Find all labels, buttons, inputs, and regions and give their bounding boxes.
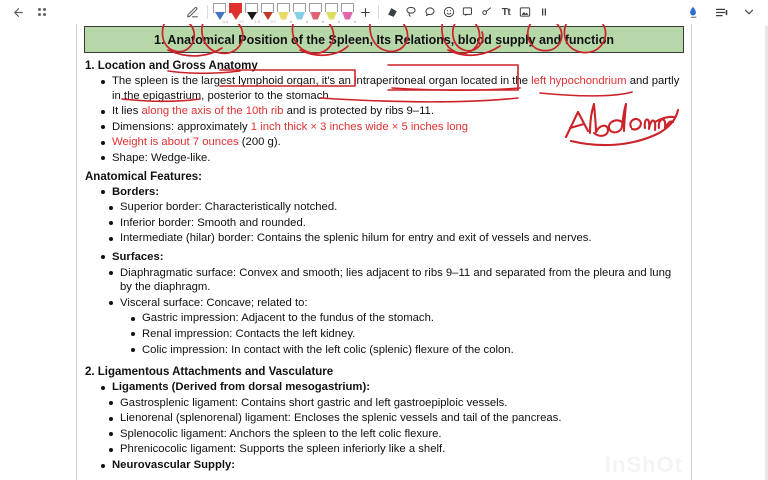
highlighter-yellow-size: 6 xyxy=(289,18,292,24)
list-item xyxy=(99,74,681,103)
list-item xyxy=(99,151,681,166)
ink-blue-icon[interactable] xyxy=(684,3,702,21)
ligaments-list xyxy=(107,396,681,457)
list-item: Renal impression: Contacts the left kidney. xyxy=(129,327,681,342)
bullet-text-part: Shape: Wedge-like. xyxy=(112,151,211,164)
title-banner xyxy=(84,26,684,53)
bullet-text-part: (200 g). xyxy=(238,136,281,149)
list-item: Diaphragmatic surface: Convex and smooth; lies adjacent to ribs 9–11 and separated from the pleura and lung by the diaphragm. xyxy=(107,266,681,295)
document-page[interactable] xyxy=(76,22,692,480)
image-icon[interactable] xyxy=(516,3,534,21)
top-toolbar xyxy=(0,0,768,24)
watermark xyxy=(605,452,683,478)
neurovascular-group xyxy=(99,458,681,473)
highlighter-lime-size: 6 xyxy=(337,18,340,24)
pen-dark-red-tool[interactable] xyxy=(260,2,275,23)
list-icon[interactable] xyxy=(712,3,730,21)
highlighter-magenta-size: 6 xyxy=(353,18,356,24)
text-icon-label: Tt xyxy=(501,6,511,18)
list-item: Lienorenal (splenorenal) ligament: Encloses the splenic vessels and tail of the pancreas. xyxy=(107,411,681,426)
list-item xyxy=(99,135,681,150)
toolbar-left-group xyxy=(0,2,52,22)
neurovascular-heading: Neurovascular Supply: xyxy=(99,458,681,473)
pencil-icon[interactable] xyxy=(183,3,201,21)
pen-blue-size: 0.4 xyxy=(222,18,228,24)
back-arrow-icon[interactable] xyxy=(8,2,28,22)
visceral-sub-list xyxy=(129,311,681,357)
pause-icon[interactable] xyxy=(535,3,553,21)
list-item: Superior border: Characteristically notched. xyxy=(107,200,681,215)
pen-red-tool[interactable] xyxy=(228,2,243,23)
toolbar-tools-group xyxy=(52,2,684,23)
toolbar-right-group xyxy=(684,3,768,21)
list-item: Splenocolic ligament: Anchors the spleen to the left colic flexure. xyxy=(107,427,681,442)
bullet-text-part-red: Weight is about 7 ounces xyxy=(112,136,239,149)
highlighter-lime-tool[interactable] xyxy=(321,2,340,24)
list-item: Phrenicocolic ligament: Supports the spleen inferiorly like a shelf. xyxy=(107,442,681,457)
bullet-text-part: Dimensions: approximately xyxy=(112,120,251,133)
section-heading-1: 1. Location and Gross Anatomy xyxy=(85,60,258,72)
grid-icon[interactable] xyxy=(32,2,52,22)
section-heading-2: 2. Ligamentous Attachments and Vasculature xyxy=(85,366,334,379)
location-bullet-list xyxy=(99,74,681,166)
list-item: Intermediate (hilar) border: Contains the splenic hilum for entry and exit of vessels and nerves. xyxy=(107,231,681,246)
bullet-text-part-red: along the axis of the 10th rib xyxy=(141,105,284,118)
list-item: Gastrosplenic ligament: Contains short gastric and left gastroepiploic vessels. xyxy=(107,396,681,411)
highlighter-yellow-tool[interactable] xyxy=(276,2,291,23)
add-pen-icon[interactable] xyxy=(356,3,374,21)
borders-heading: Borders: xyxy=(99,185,681,200)
document-body xyxy=(77,53,691,473)
note-icon[interactable] xyxy=(459,3,477,21)
eraser-icon[interactable] xyxy=(383,3,401,21)
highlighter-red-size: 6 xyxy=(321,18,324,24)
highlighter-cyan-tool[interactable] xyxy=(289,2,308,24)
bullet-text-part-red: 1 inch thick × 3 inches wide × 5 inches long xyxy=(250,120,469,133)
pen-red-size: 0.7 xyxy=(238,18,244,24)
page-title: 1. Anatomical Position of the Spleen, Its Relations, blood supply and function xyxy=(154,32,614,47)
toolbar-divider-2 xyxy=(378,5,379,19)
list-item: Inferior border: Smooth and rounded. xyxy=(107,216,681,231)
list-item: Visceral surface: Concave; related to: xyxy=(107,296,681,311)
surfaces-group xyxy=(99,250,681,265)
pen-black-tool[interactable] xyxy=(244,2,259,23)
highlighter-cyan-size: 6 xyxy=(305,18,308,24)
list-item xyxy=(99,104,681,119)
highlighter-magenta-tool[interactable] xyxy=(337,2,356,24)
toolbar-divider-1 xyxy=(207,5,208,19)
text-icon[interactable] xyxy=(497,3,515,21)
bullet-text-part: The spleen is the largest lymphoid organ, it's an intraperitoneal organ located in the xyxy=(112,75,532,87)
chevron-down-icon[interactable] xyxy=(740,3,758,21)
list-item: Colic impression: In contact with the left colic (splenic) flexure of the colon. xyxy=(129,343,681,358)
sticker-icon[interactable] xyxy=(440,3,458,21)
surfaces-heading: Surfaces: xyxy=(99,250,681,265)
list-item: Gastric impression: Adjacent to the fundus of the stomach. xyxy=(129,311,681,326)
anatomical-features-heading: Anatomical Features: xyxy=(85,170,202,183)
pen-blue-tool[interactable] xyxy=(212,2,227,23)
ligaments-heading: Ligaments (Derived from dorsal mesogastrium): xyxy=(99,380,681,395)
features-list xyxy=(99,185,681,200)
ligaments-group xyxy=(99,380,681,395)
pen-black-size: 1.0 xyxy=(254,18,260,24)
link-icon[interactable] xyxy=(478,3,496,21)
shape-icon[interactable] xyxy=(421,3,439,21)
lasso-icon[interactable] xyxy=(402,3,420,21)
list-item xyxy=(99,120,681,135)
borders-list xyxy=(107,200,681,246)
bullet-text-part: and is protected by ribs 9–11. xyxy=(283,105,434,118)
page-content xyxy=(77,26,691,480)
bullet-text-part-red: left hypochondrium xyxy=(531,75,627,87)
highlighter-red-tool[interactable] xyxy=(305,2,324,24)
bullet-text-part: and partly in the epigastrium, posterior to the stomach. xyxy=(112,75,680,102)
bullet-text-part: It lies xyxy=(112,105,142,118)
surfaces-list xyxy=(107,266,681,311)
pen-dark-red-size: 0.7 xyxy=(270,18,276,24)
